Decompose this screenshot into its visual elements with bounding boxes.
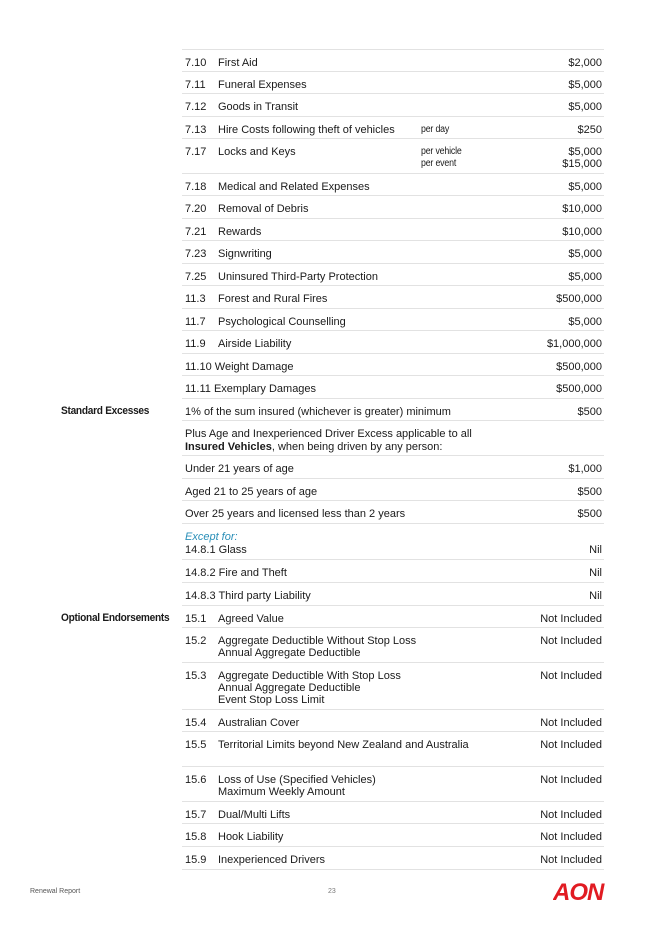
item-number: 7.11 xyxy=(185,79,206,91)
item-unit: per day xyxy=(421,124,450,135)
exception-value: Nil xyxy=(589,590,602,602)
svg-text:AON: AON xyxy=(553,879,604,904)
item-value: $1,000,000 xyxy=(546,338,602,350)
table-row xyxy=(182,49,604,72)
item-number: 7.23 xyxy=(185,248,207,260)
table-row xyxy=(182,709,604,732)
item-number: 7.18 xyxy=(185,181,207,193)
item-number: 15.7 xyxy=(185,809,207,821)
item-description: 11.10 Weight Damage xyxy=(185,361,294,373)
item-description: Goods in Transit xyxy=(218,101,299,113)
item-number: 7.25 xyxy=(185,271,207,283)
table-row xyxy=(182,523,604,560)
item-value: Not Included xyxy=(540,739,602,751)
aon-logo xyxy=(553,878,607,909)
item-number: 15.6 xyxy=(185,774,207,786)
item-description: Loss of Use (Specified Vehicles) xyxy=(218,774,376,786)
item-description: Medical and Related Expenses xyxy=(218,181,370,193)
section-heading-optional-endorsements: Optional Endorsements xyxy=(61,612,170,624)
exception-value: Nil xyxy=(589,544,602,556)
table-row xyxy=(182,455,604,479)
exception-value: Nil xyxy=(589,567,602,579)
age-band: Over 25 years and licensed less than 2 years xyxy=(185,508,406,520)
item-value: $500,000 xyxy=(556,293,602,305)
item-description: Aggregate Deductible With Stop Loss xyxy=(218,670,401,682)
table-row xyxy=(182,420,604,456)
item-description: Uninsured Third-Party Protection xyxy=(218,271,378,283)
age-excess-value: $500 xyxy=(577,486,602,498)
item-value: Not Included xyxy=(540,854,602,866)
section-heading-standard-excesses: Standard Excesses xyxy=(61,405,150,417)
except-for-label: Except for: xyxy=(185,531,238,543)
item-value: $5,000 xyxy=(568,181,602,193)
item-value: $10,000 xyxy=(562,226,602,238)
item-description: Signwriting xyxy=(218,248,272,260)
table-row xyxy=(182,731,604,767)
item-value: $2,000 xyxy=(568,57,602,69)
insured-vehicles-term: Insured Vehicles xyxy=(185,440,272,453)
item-value: $10,000 xyxy=(562,203,602,215)
item-number: 7.17 xyxy=(185,146,207,158)
item-description: Forest and Rural Fires xyxy=(218,293,328,305)
table-row xyxy=(182,93,604,117)
item-value: $5,000 xyxy=(568,146,602,158)
item-description: Aggregate Deductible Without Stop Loss xyxy=(218,635,417,647)
item-number: 7.12 xyxy=(185,101,207,113)
age-excess-intro xyxy=(185,428,505,453)
item-unit: per vehicle xyxy=(421,146,462,157)
exception-item: 14.8.3 Third party Liability xyxy=(185,590,311,602)
table-row xyxy=(182,353,604,376)
item-description: 11.11 Exemplary Damages xyxy=(185,383,317,395)
item-value: Not Included xyxy=(540,635,602,647)
item-description: Dual/Multi Lifts xyxy=(218,809,291,821)
exception-item: 14.8.2 Fire and Theft xyxy=(185,567,287,579)
item-number: 7.21 xyxy=(185,226,207,238)
page-number: 23 xyxy=(328,888,336,895)
item-description: Inexperienced Drivers xyxy=(218,854,325,866)
item-value: $500,000 xyxy=(556,361,602,373)
item-number: 11.9 xyxy=(185,338,206,350)
item-description: Australian Cover xyxy=(218,717,300,729)
item-description: Territorial Limits beyond New Zealand and Australia xyxy=(218,739,469,751)
item-number: 7.13 xyxy=(185,124,207,136)
age-band: Under 21 years of age xyxy=(185,463,294,475)
item-number: 15.1 xyxy=(185,613,207,625)
item-description: Hook Liability xyxy=(218,831,284,843)
table-row xyxy=(182,375,604,399)
table-row xyxy=(182,500,604,524)
item-description: Event Stop Loss Limit xyxy=(218,694,325,706)
item-description: Hire Costs following theft of vehicles xyxy=(218,124,395,136)
item-number: 7.20 xyxy=(185,203,207,215)
age-band: Aged 21 to 25 years of age xyxy=(185,486,318,498)
item-description: Psychological Counselling xyxy=(218,316,346,328)
item-value: $5,000 xyxy=(568,271,602,283)
age-excess-intro-text: Plus Age and Inexperienced Driver Excess applicable to all xyxy=(185,428,472,440)
item-value: $500,000 xyxy=(556,383,602,395)
item-value: $15,000 xyxy=(562,158,602,170)
table-row xyxy=(182,766,604,802)
table-row xyxy=(182,285,604,309)
table-row xyxy=(182,71,604,94)
item-number: 11.7 xyxy=(185,316,206,328)
table-row xyxy=(182,662,604,710)
age-excess-value: $1,000 xyxy=(568,463,602,475)
item-value: Not Included xyxy=(540,613,602,625)
item-description: Rewards xyxy=(218,226,262,238)
item-value: $5,000 xyxy=(568,79,602,91)
item-value: Not Included xyxy=(540,774,602,786)
item-value: Not Included xyxy=(540,670,602,682)
table-row xyxy=(182,627,604,663)
table-row xyxy=(182,823,604,847)
table-row xyxy=(182,582,604,605)
item-value: $5,000 xyxy=(568,316,602,328)
aon-logo-icon xyxy=(553,878,607,904)
table-row xyxy=(182,195,604,219)
item-value: $250 xyxy=(577,124,602,136)
excess-minimum-text: 1% of the sum insured (whichever is greater) minimum xyxy=(185,406,451,418)
table-row xyxy=(182,846,604,870)
item-value: Not Included xyxy=(540,831,602,843)
item-description: Agreed Value xyxy=(218,613,284,625)
table-row xyxy=(182,478,604,501)
item-value: $5,000 xyxy=(568,101,602,113)
item-unit: per event xyxy=(421,158,457,169)
table-row xyxy=(182,308,604,331)
item-description: Annual Aggregate Deductible xyxy=(218,647,361,659)
item-description: First Aid xyxy=(218,57,258,69)
item-number: 15.2 xyxy=(185,635,207,647)
item-description: Funeral Expenses xyxy=(218,79,307,91)
item-description: Maximum Weekly Amount xyxy=(218,786,345,798)
table-row xyxy=(182,116,604,139)
item-value: $5,000 xyxy=(568,248,602,260)
item-number: 15.8 xyxy=(185,831,207,843)
item-value: Not Included xyxy=(540,717,602,729)
table-row xyxy=(182,263,604,286)
table-row xyxy=(182,173,604,196)
table-row xyxy=(182,218,604,241)
item-description: Locks and Keys xyxy=(218,146,296,158)
item-number: 15.9 xyxy=(185,854,207,866)
footer-report-title: Renewal Report xyxy=(30,888,81,895)
item-value: Not Included xyxy=(540,809,602,821)
item-description: Removal of Debris xyxy=(218,203,309,215)
table-row xyxy=(182,559,604,583)
item-number: 7.10 xyxy=(185,57,207,69)
table-row xyxy=(182,801,604,824)
item-number: 11.3 xyxy=(185,293,206,305)
age-excess-value: $500 xyxy=(577,508,602,520)
excess-minimum-value: $500 xyxy=(577,406,602,418)
item-number: 15.4 xyxy=(185,717,207,729)
exception-item: 14.8.1 Glass xyxy=(185,544,247,556)
item-description: Annual Aggregate Deductible xyxy=(218,682,361,694)
table-row xyxy=(182,240,604,264)
item-number: 15.5 xyxy=(185,739,207,751)
table-row xyxy=(182,330,604,354)
table-row xyxy=(182,138,604,174)
item-description: Airside Liability xyxy=(218,338,292,350)
age-excess-intro-text: , when being driven by any person: xyxy=(271,440,443,453)
table-row xyxy=(182,605,604,628)
table-row xyxy=(182,398,604,421)
item-number: 15.3 xyxy=(185,670,207,682)
